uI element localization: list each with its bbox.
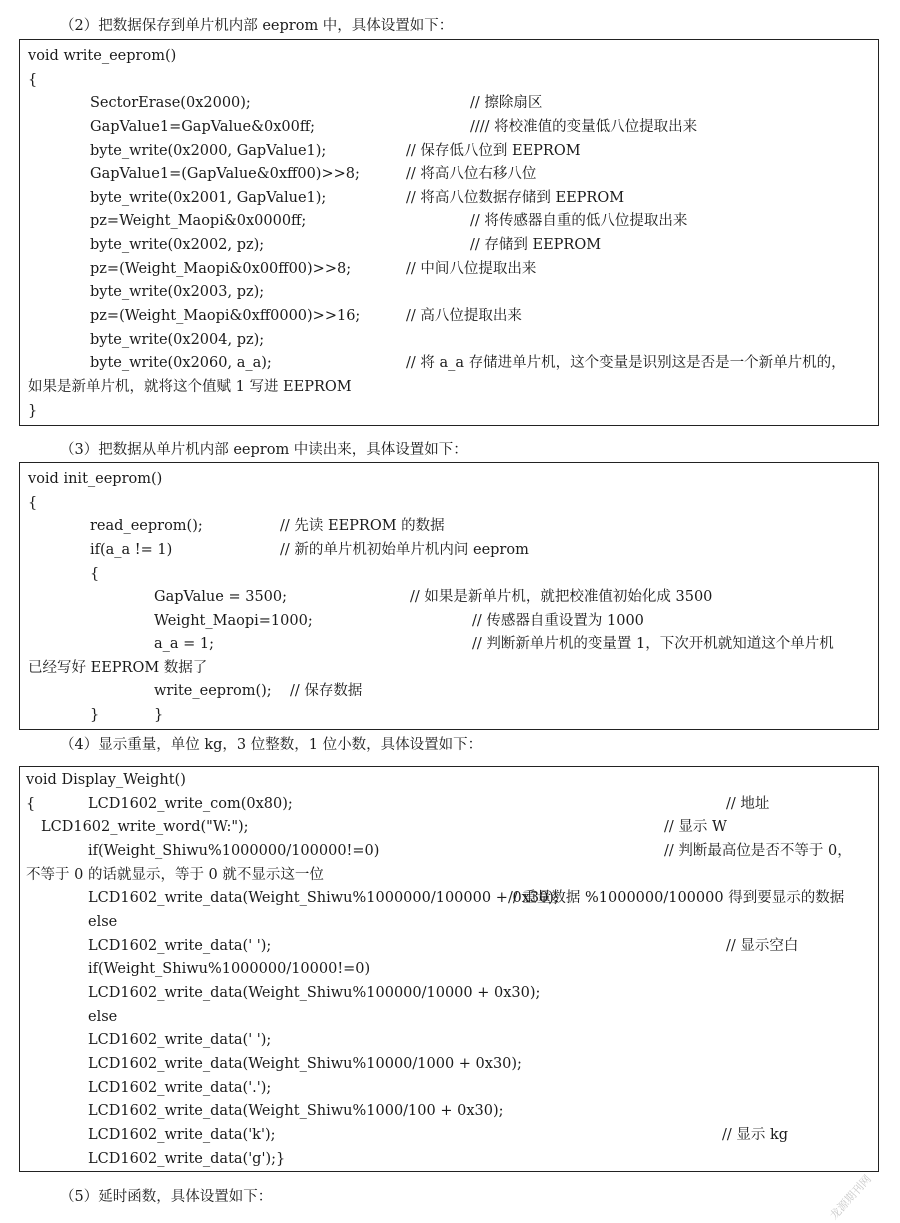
code-line: LCD1602_write_data(Weight_Shiwu%1000/100 + 0x30);	[88, 1103, 504, 1119]
code-comment: // 显示 W	[664, 819, 727, 835]
code-line: 如果是新单片机，就将这个值赋 1 写进 EEPROM	[28, 379, 352, 395]
code-comment: // 擦除扇区	[470, 95, 543, 111]
code-line: read_eeprom();	[90, 518, 203, 534]
code-comment: // 保存低八位到 EEPROM	[406, 143, 581, 159]
code-line: }	[154, 707, 164, 723]
code-line: if(Weight_Shiwu%1000000/100000!=0)	[88, 843, 380, 859]
code-line: SectorErase(0x2000);	[90, 95, 251, 111]
code-line: {	[26, 796, 36, 812]
code-line: byte_write(0x2001, GapValue1);	[90, 190, 327, 206]
code-comment: // 判断新单片机的变量置 1，下次开机就知道这个单片机	[472, 636, 834, 652]
code-line: GapValue1=(GapValue&0xff00)>>8;	[90, 166, 360, 182]
code-line: void Display_Weight()	[26, 772, 186, 788]
section-heading-4: （4）显示重量，单位 kg，3 位整数，1 位小数，具体设置如下：	[60, 737, 483, 753]
code-line: void init_eeprom()	[28, 471, 163, 487]
code-line: 不等于 0 的话就显示，等于 0 就不显示这一位	[26, 867, 324, 883]
code-line: GapValue = 3500;	[154, 589, 288, 605]
code-comment: // 传感器自重设置为 1000	[472, 613, 644, 629]
code-line: LCD1602_write_data(' ');	[88, 938, 272, 954]
section-heading-5: （5）延时函数，具体设置如下：	[60, 1189, 273, 1205]
code-line: byte_write(0x2003, pz);	[90, 284, 265, 300]
code-line: a_a = 1;	[154, 636, 215, 652]
code-comment: // 先读 EEPROM 的数据	[280, 518, 445, 534]
code-comment: // 新的单片机初始单片机内问 eeprom	[280, 542, 529, 558]
code-line: LCD1602_write_data('g');}	[88, 1151, 286, 1167]
code-comment: // 高八位提取出来	[406, 308, 522, 324]
code-line: pz=(Weight_Maopi&0x00ff00)>>8;	[90, 261, 352, 277]
code-comment: // 中间八位提取出来	[406, 261, 537, 277]
code-comment: // 将 a_a 存储进单片机，这个变量是识别这是否是一个新单片机的，	[406, 355, 846, 371]
code-line: }	[28, 403, 38, 419]
code-comment: // 显示 kg	[722, 1127, 789, 1143]
code-comment: // 将高八位数据存储到 EEPROM	[406, 190, 625, 206]
code-comment: //// 将校准值的变量低八位提取出来	[470, 119, 698, 135]
code-line: LCD1602_write_data(Weight_Shiwu%1000000/100000 + 0x30);	[88, 890, 559, 906]
code-comment: // 判断最高位是否不等于 0，	[664, 843, 852, 859]
code-line: }	[90, 707, 100, 723]
code-line: void write_eeprom()	[28, 48, 177, 64]
code-line: LCD1602_write_data(' ');	[88, 1032, 272, 1048]
code-line: GapValue1=GapValue&0x00ff;	[90, 119, 316, 135]
code-line: LCD1602_write_com(0x80);	[88, 796, 293, 812]
code-line: byte_write(0x2004, pz);	[90, 332, 265, 348]
code-line: LCD1602_write_data(Weight_Shiwu%100000/10000 + 0x30);	[88, 985, 541, 1001]
code-line: LCD1602_write_data(Weight_Shiwu%10000/1000 + 0x30);	[88, 1056, 522, 1072]
code-line: if(Weight_Shiwu%1000000/10000!=0)	[88, 961, 371, 977]
code-comment: // 将高八位右移八位	[406, 166, 537, 182]
code-line: else	[88, 914, 118, 930]
watermark: 龙源期刊网	[827, 1172, 874, 1223]
code-line: 已经写好 EEPROM 数据了	[28, 660, 208, 676]
code-line: pz=(Weight_Maopi&0xff0000)>>16;	[90, 308, 361, 324]
section-heading-3: （3）把数据从单片机内部 eeprom 中读出来，具体设置如下：	[60, 442, 468, 458]
code-comment: // 将传感器自重的低八位提取出来	[470, 213, 688, 229]
code-line: Weight_Maopi=1000;	[154, 613, 313, 629]
code-line: else	[88, 1009, 118, 1025]
code-line: LCD1602_write_word("W:");	[41, 819, 249, 835]
code-comment: // 如果是新单片机，就把校准值初始化成 3500	[410, 589, 713, 605]
code-line: byte_write(0x2060, a_a);	[90, 355, 272, 371]
code-comment: // 保存数据	[290, 683, 363, 699]
code-line: {	[28, 495, 38, 511]
code-line: {	[90, 566, 100, 582]
code-line: pz=Weight_Maopi&0x0000ff;	[90, 213, 307, 229]
code-comment: // 存储到 EEPROM	[470, 237, 602, 253]
code-line: byte_write(0x2000, GapValue1);	[90, 143, 327, 159]
code-line: LCD1602_write_data('k');	[88, 1127, 276, 1143]
code-comment: // 显示空白	[726, 938, 799, 954]
code-line: if(a_a != 1)	[90, 542, 173, 558]
code-line: {	[28, 72, 38, 88]
code-line: byte_write(0x2002, pz);	[90, 237, 265, 253]
section-heading-2: （2）把数据保存到单片机内部 eeprom 中，具体设置如下：	[60, 18, 454, 34]
code-line: write_eeprom();	[154, 683, 272, 699]
code-comment: // 地址	[726, 796, 770, 812]
code-line: LCD1602_write_data('.');	[88, 1080, 272, 1096]
code-comment: // 重量数据 %1000000/100000 得到要显示的数据	[508, 890, 845, 906]
